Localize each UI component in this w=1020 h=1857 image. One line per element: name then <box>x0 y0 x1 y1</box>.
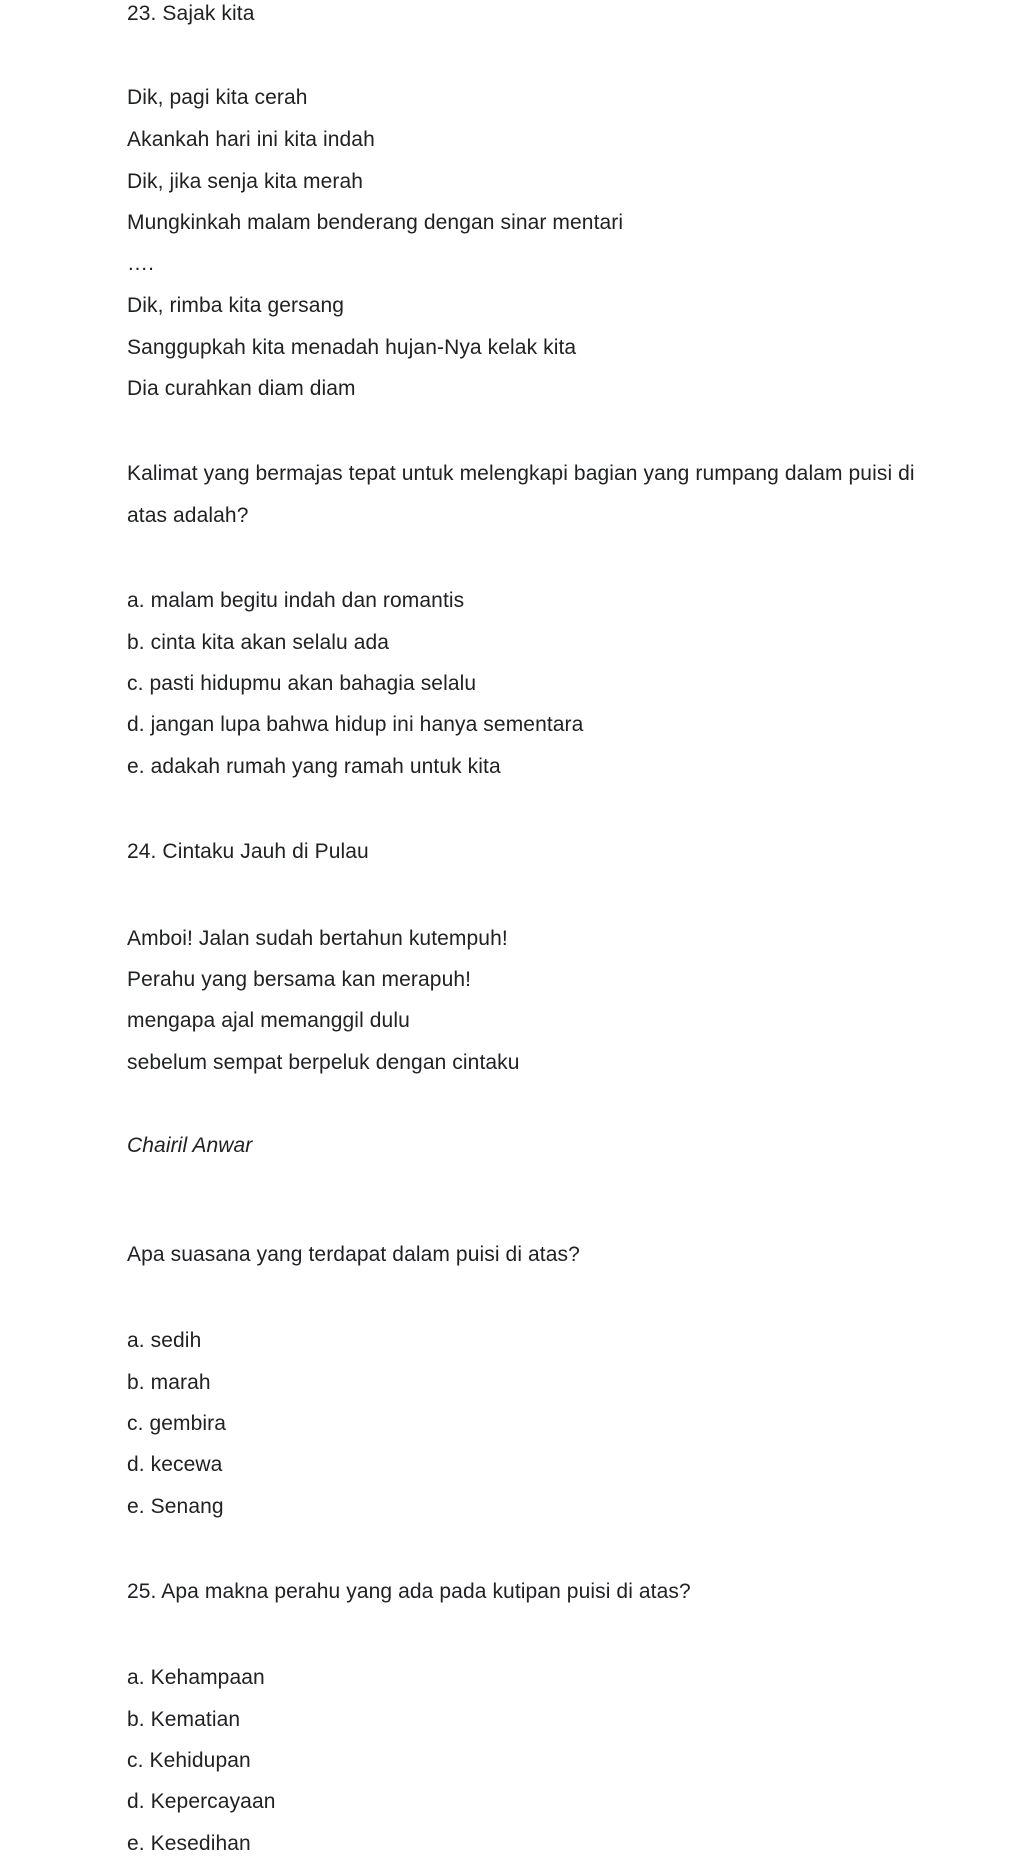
q24-author: Chairil Anwar <box>127 1134 253 1157</box>
q23-poem-line: Akankah hari ini kita indah <box>127 128 375 151</box>
q24-option-a: a. sedih <box>127 1329 202 1352</box>
q23-option-b: b. cinta kita akan selalu ada <box>127 631 390 654</box>
q25-option-b: b. Kematian <box>127 1708 241 1731</box>
q23-poem-line: Dik, jika senja kita merah <box>127 170 364 193</box>
q23-option-d: d. jangan lupa bahwa hidup ini hanya sementara <box>127 713 584 736</box>
q25-option-c: c. Kehidupan <box>127 1749 251 1772</box>
q24-option-e: e. Senang <box>127 1495 224 1518</box>
q23-option-c: c. pasti hidupmu akan bahagia selalu <box>127 672 477 695</box>
q25-option-e: e. Kesedihan <box>127 1832 251 1855</box>
q25-option-d: d. Kepercayaan <box>127 1790 276 1813</box>
q23-option-a: a. malam begitu indah dan romantis <box>127 589 465 612</box>
q23-question: Kalimat yang bermajas tepat untuk melengkapi bagian yang rumpang dalam puisi di <box>127 462 915 485</box>
q24-poem-line: sebelum sempat berpeluk dengan cintaku <box>127 1051 520 1074</box>
q23-poem-line: Mungkinkah malam benderang dengan sinar mentari <box>127 211 624 234</box>
q23-poem-blank: …. <box>127 252 155 275</box>
q24-poem-line: Amboi! Jalan sudah bertahun kutempuh! <box>127 927 508 950</box>
q23-poem-line: Sanggupkah kita menadah hujan-Nya kelak kita <box>127 336 577 359</box>
q23-option-e: e. adakah rumah yang ramah untuk kita <box>127 755 501 778</box>
q24-option-c: c. gembira <box>127 1412 227 1435</box>
q23-poem-line: Dik, pagi kita cerah <box>127 86 308 109</box>
q24-title: 24. Cintaku Jauh di Pulau <box>127 840 369 863</box>
q24-option-b: b. marah <box>127 1371 211 1394</box>
q23-title: 23. Sajak kita <box>127 2 255 25</box>
q23-poem-line: Dik, rimba kita gersang <box>127 294 345 317</box>
q23-question: atas adalah? <box>127 504 249 527</box>
q24-poem-line: mengapa ajal memanggil dulu <box>127 1009 410 1032</box>
q25-option-a: a. Kehampaan <box>127 1666 265 1689</box>
q23-poem-line: Dia curahkan diam diam <box>127 377 356 400</box>
q24-question: Apa suasana yang terdapat dalam puisi di atas? <box>127 1243 580 1266</box>
q24-option-d: d. kecewa <box>127 1453 223 1476</box>
q24-poem-line: Perahu yang bersama kan merapuh! <box>127 968 472 991</box>
q25-question: 25. Apa makna perahu yang ada pada kutipan puisi di atas? <box>127 1580 691 1603</box>
